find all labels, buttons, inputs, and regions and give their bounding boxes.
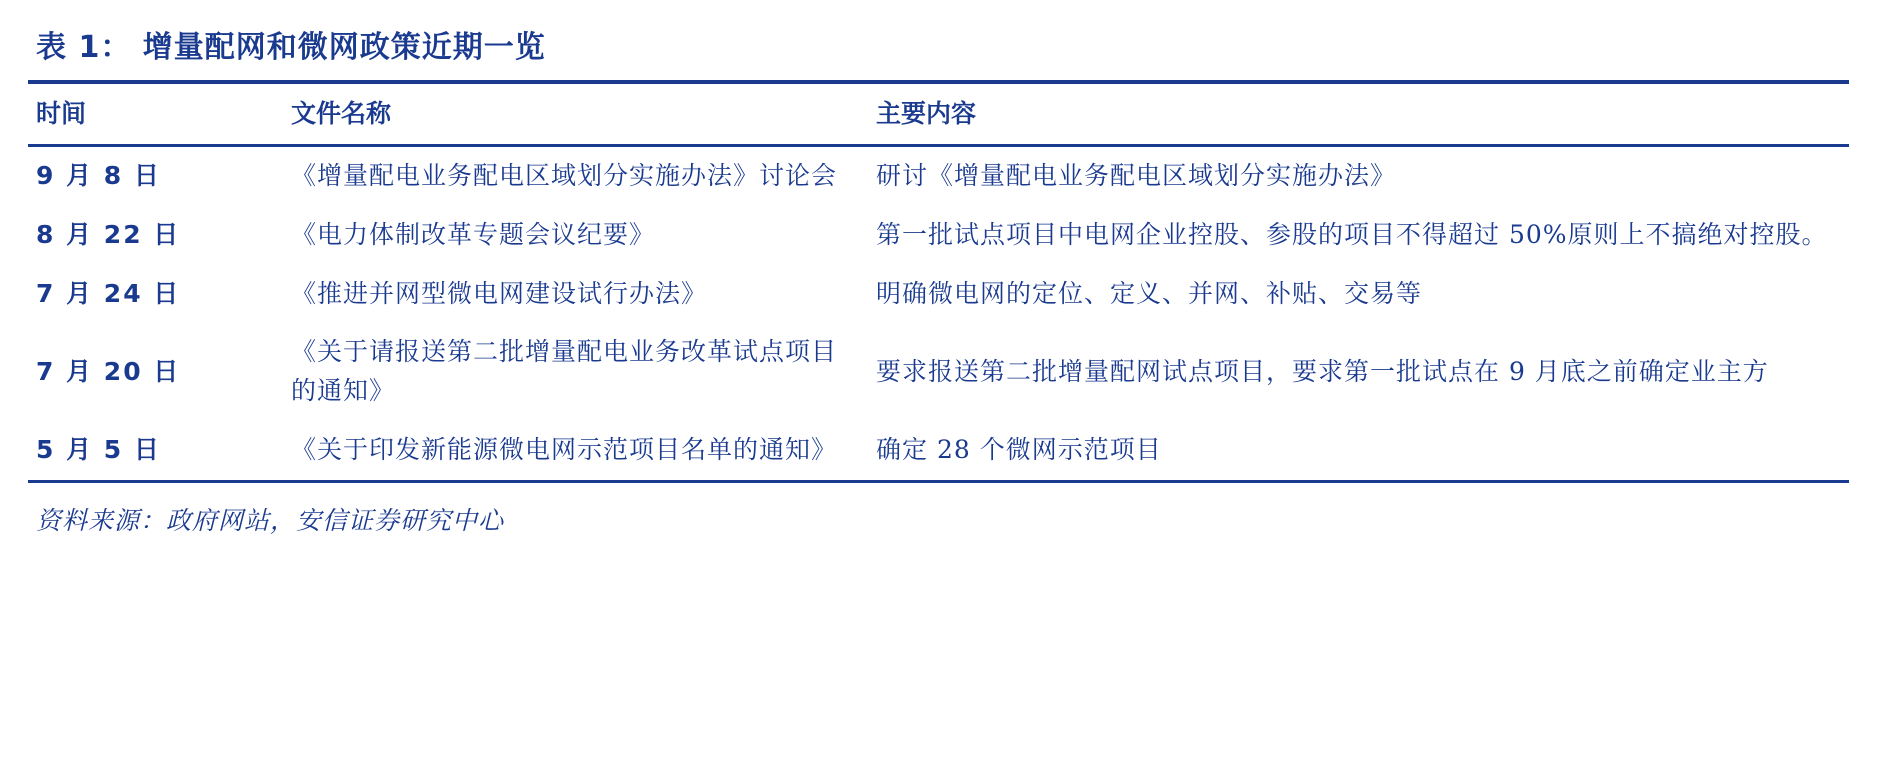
table-row	[28, 421, 1849, 481]
cell-time: 8 月 22 日	[36, 219, 181, 249]
cell-content: 研讨《增量配电业务配电区域划分实施办法》	[876, 161, 1397, 190]
policy-table	[28, 80, 1849, 483]
cell-document: 《推进并网型微电网建设试行办法》	[291, 278, 708, 308]
cell-content: 第一批试点项目中电网企业控股、参股的项目不得超过 50%原则上不搞绝对控股。	[876, 219, 1828, 249]
cell-time: 5 月 5 日	[28, 421, 283, 481]
table-row	[28, 146, 1849, 206]
cell-document: 《电力体制改革专题会议纪要》	[291, 219, 656, 249]
table-row	[28, 323, 1849, 421]
cell-time: 7 月 24 日	[36, 278, 181, 308]
table-header-row	[28, 82, 1849, 146]
cell-content: 明确微电网的定位、定义、并网、补贴、交易等	[876, 278, 1423, 308]
table-row	[28, 265, 1849, 324]
cell-document: 《增量配电业务配电区域划分实施办法》讨论会	[291, 161, 838, 190]
cell-content: 要求报送第二批增量配网试点项目，要求第一批试点在 9 月底之前确定业主方	[876, 356, 1769, 386]
cell-document: 《关于印发新能源微电网示范项目名单的通知》	[283, 421, 868, 481]
column-header-time: 时间	[28, 82, 283, 146]
column-header-content: 主要内容	[868, 82, 1849, 146]
cell-document: 《关于请报送第二批增量配电业务改革试点项目的通知》	[291, 337, 838, 405]
cell-time: 7 月 20 日	[36, 356, 181, 386]
cell-content: 确定 28 个微网示范项目	[868, 421, 1849, 481]
table-header	[28, 82, 1849, 146]
page-title: 表 1： 增量配网和微网政策近期一览	[36, 30, 546, 65]
source-note: 资料来源：政府网站，安信证券研究中心	[36, 505, 505, 535]
column-header-document: 文件名称	[283, 82, 868, 146]
table-row	[28, 206, 1849, 265]
cell-time: 9 月 8 日	[36, 161, 161, 190]
table-body	[28, 146, 1849, 482]
